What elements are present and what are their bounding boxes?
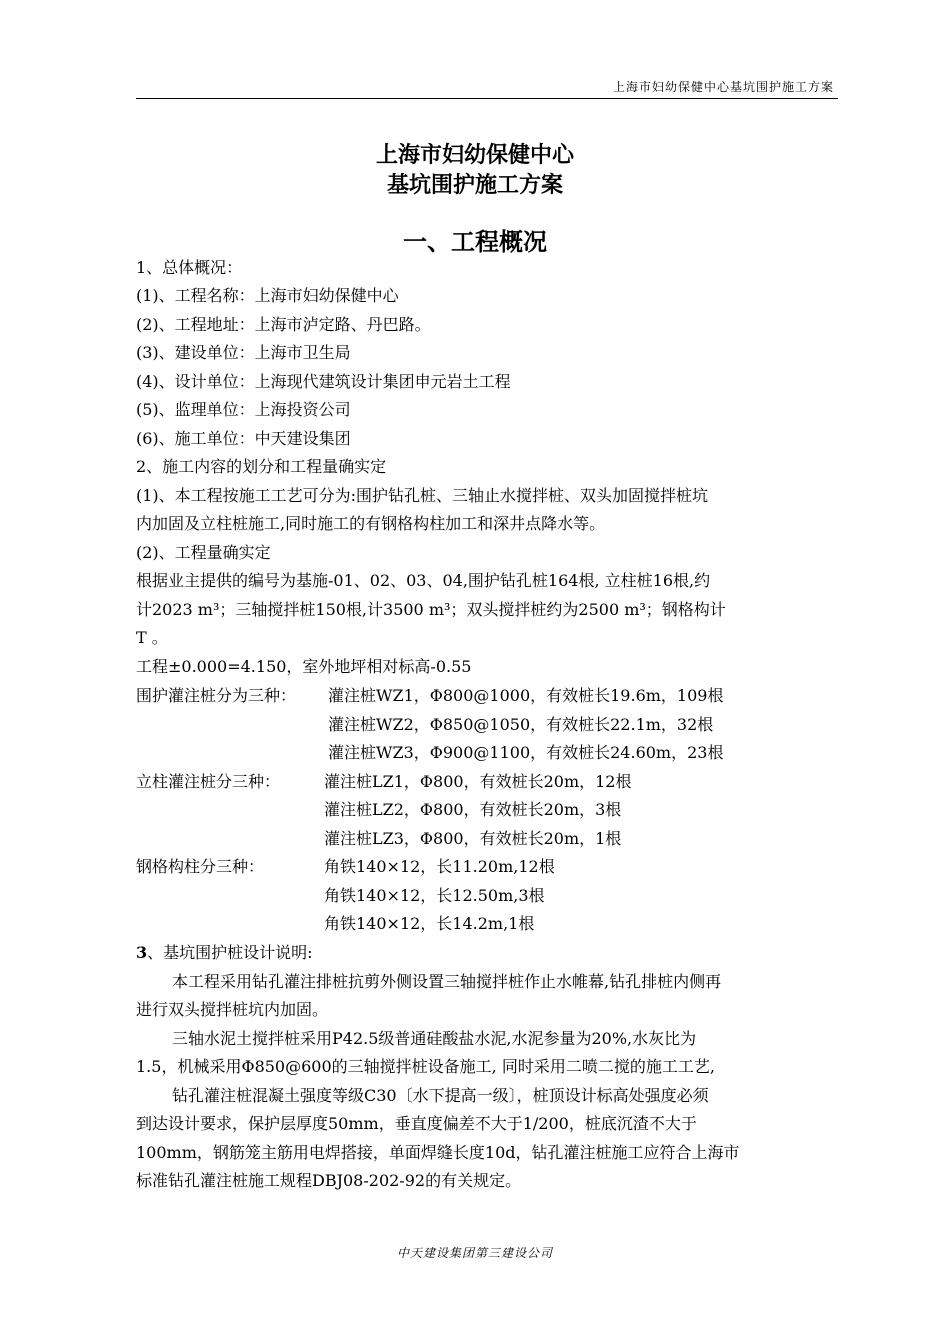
design-paragraph-line: 本工程采用钻孔灌注排桩抗剪外侧设置三轴搅拌桩作止水帷幕,钻孔排桩内侧再 bbox=[172, 972, 722, 991]
design-heading-text: 、基坑围护桩设计说明: bbox=[147, 943, 313, 962]
retaining-pile-item: 灌注桩WZ3，Φ900@1100，有效桩长24.60m，23根 bbox=[328, 743, 724, 762]
elevation-line: 工程±0.000=4.150，室外地坪相对标高-0.55 bbox=[136, 657, 472, 676]
retaining-pile-item: 灌注桩WZ2，Φ850@1050，有效桩长22.1m，32根 bbox=[328, 715, 714, 734]
steel-column-item: 角铁140×12，长11.20m,12根 bbox=[324, 857, 555, 876]
quantity-line: 计2023 m³；三轴搅拌桩150根,计3500 m³；双头搅拌桩约为2500 m³；钢格构计 bbox=[136, 600, 726, 619]
column-pile-item: 灌注桩LZ2，Φ800，有效桩长20m，3根 bbox=[324, 800, 622, 819]
quantity-line: T 。 bbox=[136, 628, 168, 647]
design-paragraph-line: 钻孔灌注桩混凝土强度等级C30〔水下提高一级〕，桩顶设计标高处强度必须 bbox=[172, 1086, 709, 1105]
retaining-pile-label: 围护灌注桩分为三种： bbox=[136, 686, 297, 705]
design-heading-number: 3 bbox=[136, 943, 148, 962]
running-header: 上海市妇幼保健中心基坑围护施工方案 bbox=[612, 80, 834, 94]
quantity-heading: (2)、工程量确实定 bbox=[136, 543, 271, 562]
design-paragraph-line: 到达设计要求，保护层厚度50mm，垂直度偏差不大于1/200，桩底沉渣不大于 bbox=[136, 1114, 697, 1133]
document-title-line1: 上海市妇幼保健中心 bbox=[375, 143, 574, 168]
scope-paragraph-line: 内加固及立柱桩施工,同时施工的有钢格构柱加工和深井点降水等。 bbox=[136, 514, 606, 533]
column-pile-item: 灌注桩LZ3，Φ800，有效桩长20m，1根 bbox=[324, 829, 622, 848]
overview-item: (2)、工程地址：上海市泸定路、丹巴路。 bbox=[136, 315, 431, 334]
overview-item: (3)、建设单位：上海市卫生局 bbox=[136, 343, 351, 362]
footer-company: 中天建设集团第三建设公司 bbox=[396, 1246, 553, 1260]
quantity-line: 根据业主提供的编号为基施-01、02、03、04,围护钻孔桩164根, 立柱桩16根,约 bbox=[136, 571, 711, 590]
section-heading: 一、工程概况 bbox=[403, 228, 547, 256]
document-title-line2: 基坑围护施工方案 bbox=[386, 173, 563, 198]
overview-item: (4)、设计单位：上海现代建筑设计集团申元岩土工程 bbox=[136, 372, 511, 391]
scope-paragraph-line: (1)、本工程按施工工艺可分为:围护钻孔桩、三轴止水搅拌桩、双头加固搅拌桩坑 bbox=[136, 486, 709, 505]
design-paragraph-line: 100mm，钢筋笼主筋用电焊搭接，单面焊缝长度10d，钻孔灌注桩施工应符合上海市 bbox=[136, 1143, 740, 1162]
design-heading bbox=[136, 943, 313, 963]
design-paragraph-line: 1.5，机械采用Φ850@600的三轴搅拌桩设备施工, 同时采用二喷二搅的施工工艺, bbox=[136, 1057, 715, 1076]
header-rule bbox=[136, 98, 838, 99]
overview-item: (6)、施工单位：中天建设集团 bbox=[136, 429, 351, 448]
column-pile-label: 立柱灌注桩分三种： bbox=[136, 772, 281, 791]
scope-heading: 2、施工内容的划分和工程量确实定 bbox=[136, 457, 387, 476]
steel-column-item: 角铁140×12，长12.50m,3根 bbox=[324, 886, 545, 905]
steel-column-item: 角铁140×12，长14.2m,1根 bbox=[324, 914, 535, 933]
design-paragraph-line: 三轴水泥土搅拌桩采用P42.5级普通硅酸盐水泥,水泥参量为20%,水灰比为 bbox=[172, 1029, 697, 1048]
design-paragraph-line: 进行双头搅拌桩坑内加固。 bbox=[136, 1000, 329, 1019]
overview-heading: 1、总体概况： bbox=[136, 258, 243, 277]
overview-item: (5)、监理单位：上海投资公司 bbox=[136, 400, 351, 419]
column-pile-item: 灌注桩LZ1，Φ800，有效桩长20m，12根 bbox=[324, 772, 632, 791]
retaining-pile-item: 灌注桩WZ1，Φ800@1000，有效桩长19.6m，109根 bbox=[328, 686, 724, 705]
steel-column-label: 钢格构柱分三种： bbox=[136, 857, 265, 876]
design-paragraph-line: 标准钻孔灌注桩施工规程DBJ08-202-92的有关规定。 bbox=[136, 1171, 522, 1190]
overview-item: (1)、工程名称：上海市妇幼保健中心 bbox=[136, 286, 399, 305]
